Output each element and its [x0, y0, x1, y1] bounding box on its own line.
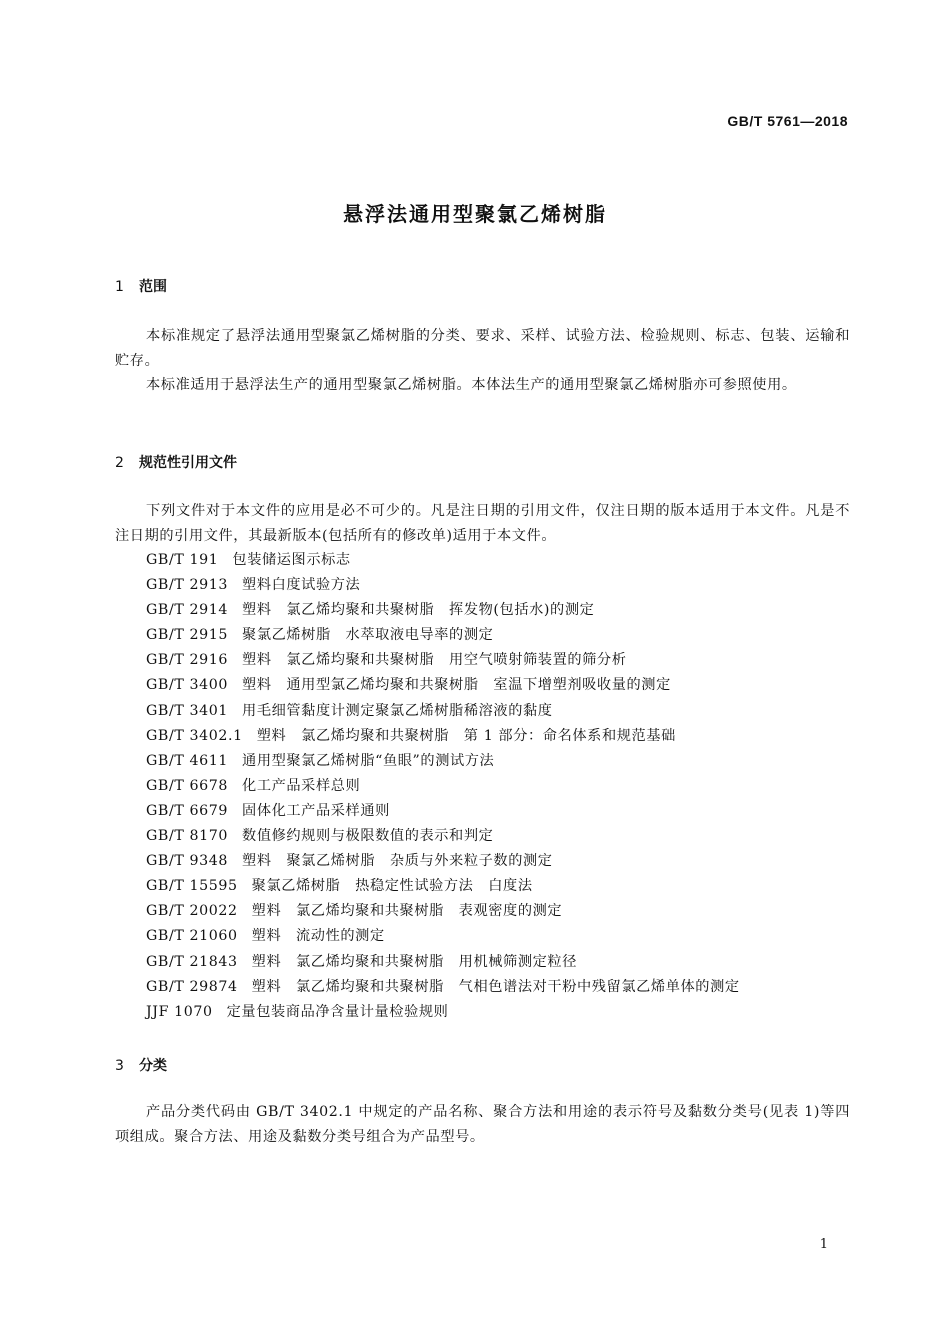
reference-title: 塑料 氯乙烯均聚和共聚树脂 用空气喷射筛装置的筛分析 [242, 652, 627, 669]
section-3-heading [115, 1055, 167, 1075]
section-title: 范围 [139, 279, 167, 295]
reference-code: GB/T 2914 [146, 602, 229, 619]
reference-code: GB/T 3400 [146, 677, 229, 694]
section-1-heading [115, 276, 167, 296]
reference-title: 用毛细管黏度计测定聚氯乙烯树脂稀溶液的黏度 [242, 702, 553, 719]
reference-code: GB/T 20022 [146, 903, 238, 920]
reference-code: GB/T 3401 [146, 702, 229, 719]
section-number: 2 [115, 455, 124, 471]
reference-item [146, 824, 740, 849]
reference-item [146, 975, 740, 1000]
reference-item [146, 924, 740, 949]
reference-item [146, 548, 740, 573]
reference-title: 通用型聚氯乙烯树脂“鱼眼”的测试方法 [242, 752, 495, 769]
section-3-paragraph-1: 产品分类代码由 GB/T 3402.1 中规定的产品名称、聚合方法和用途的表示符号及黏数分类号(见表 1)等四项组成。聚合方法、用途及黏数分类号组合为产品型号。 [115, 1104, 850, 1145]
reference-item [146, 724, 740, 749]
reference-title: 化工产品采样总则 [242, 777, 361, 794]
reference-title: 塑料 通用型氯乙烯均聚和共聚树脂 室温下增塑剂吸收量的测定 [242, 677, 671, 694]
page-number: 1 [819, 1237, 828, 1252]
normative-references-list [146, 548, 740, 1025]
reference-item [146, 874, 740, 899]
reference-title: 塑料白度试验方法 [242, 577, 361, 594]
reference-code: GB/T 2916 [146, 652, 229, 669]
reference-code: GB/T 15595 [146, 878, 238, 895]
reference-title: 塑料 氯乙烯均聚和共聚树脂 用机械筛测定粒径 [251, 953, 577, 970]
reference-item [146, 598, 740, 623]
reference-code: JJF 1070 [146, 1003, 213, 1020]
reference-code: GB/T 29874 [146, 978, 238, 995]
reference-title: 聚氯乙烯树脂 热稳定性试验方法 白度法 [251, 878, 533, 895]
reference-title: 定量包装商品净含量计量检验规则 [226, 1003, 449, 1020]
reference-item [146, 673, 740, 698]
reference-item [146, 849, 740, 874]
reference-title: 塑料 氯乙烯均聚和共聚树脂 表观密度的测定 [251, 903, 563, 920]
section-number: 3 [115, 1058, 124, 1074]
section-2-heading [115, 452, 237, 472]
reference-item [146, 1000, 740, 1025]
reference-item [146, 950, 740, 975]
section-number: 1 [115, 279, 124, 295]
reference-code: GB/T 4611 [146, 752, 229, 769]
reference-title: 塑料 聚氯乙烯树脂 杂质与外来粒子数的测定 [242, 853, 553, 870]
section-2-paragraph-1: 下列文件对于本文件的应用是必不可少的。凡是注日期的引用文件，仅注日期的版本适用于本文件。凡是不注日期的引用文件，其最新版本(包括所有的修改单)适用于本文件。 [115, 503, 850, 544]
reference-item [146, 899, 740, 924]
reference-item [146, 623, 740, 648]
reference-item [146, 749, 740, 774]
reference-title: 固体化工产品采样通则 [242, 802, 390, 819]
document-title: 悬浮法通用型聚氯乙烯树脂 [343, 202, 607, 226]
reference-code: GB/T 2913 [146, 577, 229, 594]
reference-code: GB/T 2915 [146, 627, 229, 644]
reference-code: GB/T 6679 [146, 802, 229, 819]
reference-item [146, 699, 740, 724]
section-1-paragraph-2: 本标准适用于悬浮法生产的通用型聚氯乙烯树脂。本体法生产的通用型聚氯乙烯树脂亦可参照使用。 [146, 377, 797, 393]
reference-code: GB/T 6678 [146, 777, 229, 794]
reference-code: GB/T 8170 [146, 828, 229, 845]
reference-code: GB/T 3402.1 [146, 727, 243, 744]
reference-item [146, 573, 740, 598]
reference-title: 包装储运图示标志 [232, 552, 351, 568]
reference-title: 塑料 氯乙烯均聚和共聚树脂 挥发物(包括水)的测定 [242, 602, 595, 619]
reference-title: 塑料 流动性的测定 [251, 928, 385, 945]
reference-item [146, 648, 740, 673]
reference-title: 塑料 氯乙烯均聚和共聚树脂 气相色谱法对干粉中残留氯乙烯单体的测定 [251, 978, 740, 995]
reference-title: 数值修约规则与极限数值的表示和判定 [242, 828, 494, 845]
reference-code: GB/T 21843 [146, 953, 238, 970]
section-title: 规范性引用文件 [139, 455, 237, 471]
reference-title: 塑料 氯乙烯均聚和共聚树脂 第 1 部分：命名体系和规范基础 [256, 727, 676, 744]
reference-code: GB/T 191 [146, 552, 219, 568]
reference-code: GB/T 9348 [146, 853, 229, 870]
section-title: 分类 [139, 1058, 167, 1074]
reference-item [146, 774, 740, 799]
reference-item [146, 799, 740, 824]
section-1-paragraph-1: 本标准规定了悬浮法通用型聚氯乙烯树脂的分类、要求、采样、试验方法、检验规则、标志、包装、运输和贮存。 [115, 328, 850, 369]
reference-title: 聚氯乙烯树脂 水萃取液电导率的测定 [242, 627, 494, 644]
reference-code: GB/T 21060 [146, 928, 238, 945]
standard-code: GB/T 5761—2018 [727, 113, 848, 129]
